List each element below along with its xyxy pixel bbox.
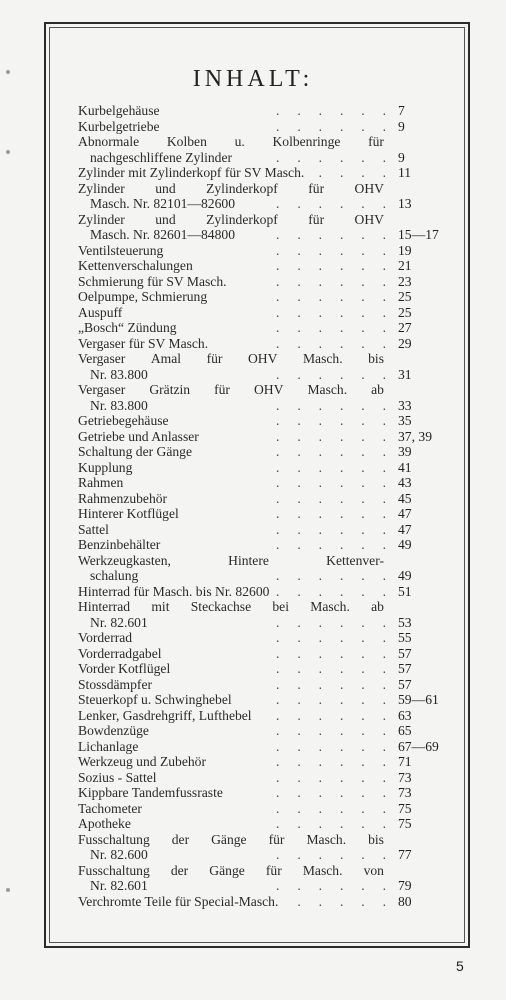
- toc-entry-title: Vergaser Grätzin für OHV Masch. ab: [78, 382, 384, 397]
- scan-mark: [6, 150, 10, 154]
- toc-entry: [78, 816, 440, 832]
- leader-dots: . . . . . .: [276, 878, 386, 893]
- toc-entry: [78, 677, 440, 693]
- toc-entry-continuation: nachgeschliffene Zylinder: [90, 149, 233, 165]
- toc-page-number: 35: [398, 413, 412, 428]
- leader-dots: . . . . . .: [276, 103, 386, 118]
- leader-dots: . . . . . .: [276, 630, 386, 645]
- toc-entry: [78, 894, 440, 910]
- toc-entry: [78, 351, 440, 382]
- leader-dots: . . . . . .: [276, 537, 386, 552]
- toc-entry-title: Bowdenzüge: [78, 723, 149, 738]
- toc-page-number: 27: [398, 320, 412, 335]
- leader-dots: . . . . . .: [276, 242, 386, 258]
- toc-entry-title: Ventilsteuerung: [78, 242, 164, 258]
- toc-entry-title: Verchromte Teile für Special-Masch.: [78, 893, 279, 909]
- toc-page-number: 65: [398, 723, 412, 738]
- toc-page-number: 57: [398, 645, 412, 661]
- leader-dots: . . . . . .: [276, 413, 386, 428]
- toc-page-number: 73: [398, 785, 412, 800]
- toc-entry-title: Kettenverschalungen: [78, 258, 193, 273]
- toc-entry-title: „Bosch“ Zündung: [78, 320, 177, 335]
- leader-dots: . . . . . .: [276, 583, 386, 599]
- toc-page-number: 13: [398, 196, 412, 211]
- toc-entry: [78, 429, 440, 445]
- toc-page-number: 71: [398, 754, 412, 769]
- table-of-contents: [78, 103, 440, 909]
- toc-entry: [78, 646, 440, 662]
- toc-entry-continuation: Nr. 82.601: [90, 878, 148, 893]
- leader-dots: . . . . . .: [276, 475, 386, 490]
- toc-entry-title: Rahmenzubehör: [78, 490, 168, 506]
- toc-entry: [78, 413, 440, 429]
- leader-dots: . . . . . .: [276, 785, 386, 800]
- toc-entry: [78, 305, 440, 321]
- toc-entry-title: Sozius - Sattel: [78, 769, 157, 785]
- toc-page-number: 25: [398, 304, 412, 320]
- toc-page-number: 75: [398, 800, 412, 816]
- leader-dots: . . . . . .: [276, 428, 386, 444]
- toc-entry-title: Abnormale Kolben u. Kolbenringe für: [78, 134, 384, 149]
- leader-dots: . . . . . .: [276, 506, 386, 521]
- toc-entry: [78, 739, 440, 755]
- toc-entry-title: Rahmen: [78, 475, 124, 490]
- toc-page-number: 29: [398, 335, 412, 351]
- toc-entry: [78, 661, 440, 677]
- toc-page-number: 15—17: [398, 227, 439, 242]
- leader-dots: . . . . . .: [276, 614, 386, 630]
- toc-page-number: 43: [398, 475, 412, 490]
- toc-entry: [78, 212, 440, 243]
- toc-entry-title: Auspuff: [78, 304, 123, 320]
- toc-page-number: 47: [398, 521, 412, 537]
- toc-page-number: 59—61: [398, 692, 439, 707]
- leader-dots: . . . . . .: [276, 397, 386, 413]
- toc-entry: [78, 181, 440, 212]
- toc-entry-title: Hinterer Kotflügel: [78, 506, 179, 521]
- toc-entry-title: Steuerkopf u. Schwinghebel: [78, 692, 232, 707]
- toc-page-number: 53: [398, 614, 412, 630]
- toc-entry-title: Getriebe und Anlasser: [78, 428, 199, 444]
- toc-page-number: 33: [398, 397, 412, 413]
- leader-dots: . . . . . .: [276, 118, 386, 134]
- toc-entry: [78, 506, 440, 522]
- toc-entry: [78, 289, 440, 305]
- toc-entry: [78, 165, 440, 181]
- toc-entry-title: Zylinder mit Zylinderkopf für SV Masch.: [78, 165, 305, 180]
- page-number: 5: [456, 958, 464, 974]
- scan-mark: [6, 888, 10, 892]
- toc-entry: [78, 537, 440, 553]
- toc-entry-title: Schmierung für SV Masch.: [78, 273, 227, 289]
- toc-entry: [78, 119, 440, 135]
- toc-page-number: 23: [398, 273, 412, 289]
- toc-page-number: 73: [398, 769, 412, 785]
- toc-entry-title: Apotheke: [78, 816, 131, 831]
- toc-page-number: 31: [398, 366, 412, 382]
- leader-dots: . . . . . .: [276, 769, 386, 785]
- toc-entry: [78, 522, 440, 538]
- toc-entry-title: Vorder Kotflügel: [78, 661, 171, 676]
- toc-page-number: 63: [398, 707, 412, 723]
- toc-entry: [78, 723, 440, 739]
- toc-entry: [78, 444, 440, 460]
- toc-entry-title: Werkzeugkasten, Hintere Kettenver-: [78, 552, 384, 568]
- toc-entry: [78, 475, 440, 491]
- toc-entry-title: Vergaser Amal für OHV Masch. bis: [78, 351, 384, 366]
- toc-entry: [78, 801, 440, 817]
- toc-entry: [78, 103, 440, 119]
- leader-dots: . . . . . .: [276, 149, 386, 165]
- toc-entry: [78, 243, 440, 259]
- toc-page-number: 25: [398, 289, 412, 304]
- toc-page-number: 21: [398, 258, 412, 273]
- toc-page-number: 51: [398, 583, 412, 599]
- toc-page-number: 11: [398, 165, 412, 180]
- toc-entry: [78, 491, 440, 507]
- toc-entry-title: Kupplung: [78, 459, 133, 475]
- toc-page-number: 41: [398, 459, 412, 475]
- leader-dots: . . . . . .: [276, 800, 386, 816]
- toc-entry-title: Lenker, Gasdrehgriff, Lufthebel: [78, 707, 252, 723]
- toc-entry-title: Hinterrad für Masch. bis Nr. 82600: [78, 583, 270, 599]
- toc-page-number: 80: [398, 893, 412, 909]
- toc-entry-title: Kippbare Tandemfussraste: [78, 785, 223, 800]
- toc-entry-continuation: Nr. 83.800: [90, 397, 148, 413]
- toc-page-number: 19: [398, 242, 412, 258]
- toc-page-number: 55: [398, 630, 412, 645]
- leader-dots: . . . . . .: [276, 692, 386, 707]
- toc-page-number: 7: [398, 103, 405, 118]
- leader-dots: . . . . . .: [276, 444, 386, 459]
- toc-entry: [78, 258, 440, 274]
- leader-dots: . . . . . .: [276, 366, 386, 382]
- toc-entry-title: Sattel: [78, 521, 109, 537]
- toc-page-number: 47: [398, 506, 412, 521]
- leader-dots: . . . .: [318, 165, 386, 180]
- toc-entry-continuation: Masch. Nr. 82101—82600: [90, 196, 235, 211]
- toc-entry-title: Kurbelgetriebe: [78, 118, 160, 134]
- toc-entry-title: Stossdämpfer: [78, 676, 153, 692]
- toc-entry: [78, 754, 440, 770]
- toc-page-number: 9: [398, 149, 405, 165]
- leader-dots: . . . . . .: [276, 521, 386, 537]
- toc-page-number: 79: [398, 878, 412, 893]
- leader-dots: . . . . . .: [276, 273, 386, 289]
- toc-entry: [78, 382, 440, 413]
- leader-dots: . . . . . .: [276, 754, 386, 769]
- toc-entry-title: Fusschaltung der Gänge für Masch. von: [78, 862, 384, 878]
- toc-entry: [78, 134, 440, 165]
- leader-dots: . . . . . .: [276, 847, 386, 862]
- toc-entry-title: Hinterrad mit Steckachse bei Masch. ab: [78, 599, 384, 614]
- toc-entry: [78, 553, 440, 584]
- toc-entry-title: Benzinbehälter: [78, 537, 161, 552]
- toc-entry-title: Tachometer: [78, 800, 142, 816]
- page-title: INHALT:: [192, 66, 314, 92]
- toc-page-number: 39: [398, 444, 412, 459]
- leader-dots: . . . . . .: [276, 304, 386, 320]
- toc-entry: [78, 274, 440, 290]
- leader-dots: . . . . . .: [276, 490, 386, 506]
- toc-entry-continuation: schalung: [90, 568, 139, 583]
- toc-entry-title: Zylinder und Zylinderkopf für OHV: [78, 180, 384, 196]
- toc-entry: [78, 584, 440, 600]
- toc-page-number: 67—69: [398, 738, 439, 754]
- toc-page-number: 77: [398, 847, 412, 862]
- leader-dots: . . . . . .: [276, 676, 386, 692]
- toc-entry: [78, 770, 440, 786]
- leader-dots: . . . . . .: [276, 289, 386, 304]
- toc-entry: [78, 599, 440, 630]
- toc-entry-title: Vorderradgabel: [78, 645, 162, 661]
- toc-page-number: 49: [398, 568, 412, 583]
- toc-entry-title: Lichanlage: [78, 738, 139, 754]
- toc-entry-title: Fusschaltung der Gänge für Masch. bis: [78, 831, 384, 847]
- leader-dots: . . . . . .: [276, 568, 386, 583]
- toc-page-number: 45: [398, 490, 412, 506]
- leader-dots: . . . . . .: [276, 320, 386, 335]
- leader-dots: . . . . . .: [276, 258, 386, 273]
- toc-entry-continuation: Nr. 82.601: [90, 614, 148, 630]
- toc-entry-title: Getriebegehäuse: [78, 413, 169, 428]
- toc-entry-title: Vergaser für SV Masch.: [78, 335, 209, 351]
- toc-entry-title: Vorderrad: [78, 630, 133, 645]
- toc-entry: [78, 785, 440, 801]
- toc-page-number: 37, 39: [398, 428, 432, 444]
- toc-entry-continuation: Nr. 83.800: [90, 366, 148, 382]
- toc-entry: [78, 460, 440, 476]
- toc-entry: [78, 863, 440, 894]
- toc-entry-title: Schaltung der Gänge: [78, 444, 193, 459]
- toc-page-number: 9: [398, 118, 405, 134]
- leader-dots: . . . . . .: [276, 196, 386, 211]
- leader-dots: . . . . . .: [276, 661, 386, 676]
- leader-dots: . . . . . .: [276, 816, 386, 831]
- leader-dots: . . . . . .: [276, 459, 386, 475]
- leader-dots: . . . . . .: [276, 227, 386, 242]
- toc-page-number: 57: [398, 676, 412, 692]
- toc-entry: [78, 692, 440, 708]
- toc-entry-title: Zylinder und Zylinderkopf für OHV: [78, 211, 384, 227]
- toc-page-number: 49: [398, 537, 412, 552]
- toc-entry-title: Oelpumpe, Schmierung: [78, 289, 208, 304]
- leader-dots: . . . . . .: [276, 723, 386, 738]
- leader-dots: . . . . . .: [276, 738, 386, 754]
- toc-entry: [78, 630, 440, 646]
- toc-entry: [78, 320, 440, 336]
- toc-entry-continuation: Masch. Nr. 82601—84800: [90, 227, 235, 242]
- toc-page-number: 75: [398, 816, 412, 831]
- toc-entry: [78, 336, 440, 352]
- toc-entry-title: Werkzeug und Zubehör: [78, 754, 206, 769]
- leader-dots: . . . . . .: [276, 335, 386, 351]
- toc-page-number: 57: [398, 661, 412, 676]
- toc-entry-title: Kurbelgehäuse: [78, 103, 160, 118]
- toc-entry: [78, 708, 440, 724]
- leader-dots: . . . . . .: [276, 645, 386, 661]
- toc-entry: [78, 832, 440, 863]
- toc-entry-continuation: Nr. 82.600: [90, 847, 148, 862]
- leader-dots: . . . . . .: [276, 707, 386, 723]
- leader-dots: . . . . .: [297, 893, 386, 909]
